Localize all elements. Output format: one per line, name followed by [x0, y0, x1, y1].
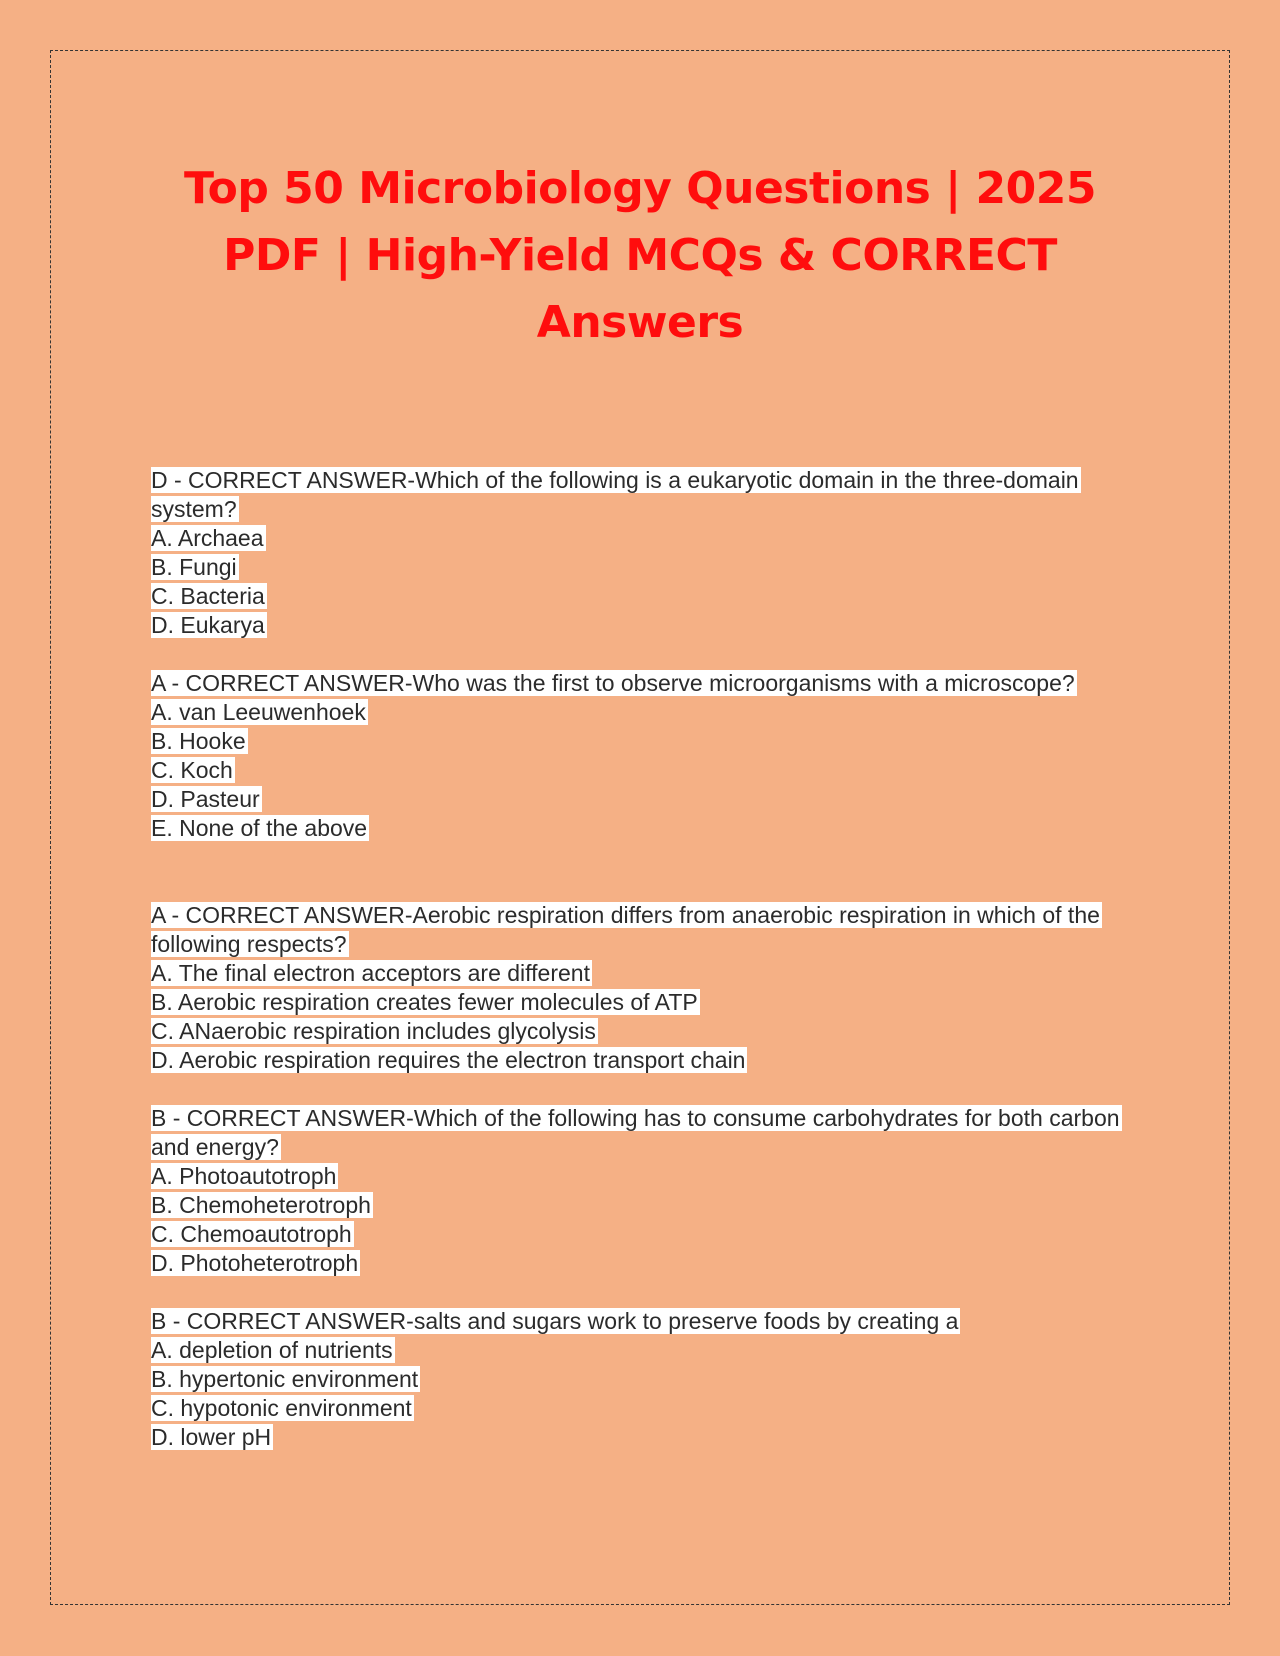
question-block: [151, 1104, 1131, 1278]
answer-option: D. Eukarya: [151, 612, 265, 638]
question-block: [151, 466, 1131, 640]
answer-option: C. Chemoautotroph: [151, 1221, 352, 1247]
question-block: [151, 901, 1131, 1075]
question-stem-text: D - CORRECT ANSWER-Which of the following is a eukaryotic domain in the three-domain system?: [151, 467, 1079, 522]
answer-option: B. Fungi: [151, 554, 237, 580]
question-block: [151, 1307, 1131, 1452]
answer-option: C. Koch: [151, 757, 233, 783]
question-stem: [151, 1307, 1131, 1336]
document-title: Top 50 Microbiology Questions | 2025 PDF | High-Yield MCQs & CORRECT Answers: [183, 163, 1097, 348]
answer-option: C. hypotonic environment: [151, 1395, 412, 1421]
question-stem-text: A - CORRECT ANSWER-Aerobic respiration differs from anaerobic respiration in which of the following respects?: [151, 902, 1100, 957]
question-stem-text: A - CORRECT ANSWER-Who was the first to observe microorganisms with a microscope?: [151, 670, 1075, 696]
question-block: [151, 669, 1131, 843]
answer-option: A. The final electron acceptors are different: [151, 960, 590, 986]
question-stem: [151, 669, 1131, 698]
answer-option: B. Aerobic respiration creates fewer molecules of ATP: [151, 989, 698, 1015]
answer-option: B. Chemoheterotroph: [151, 1192, 371, 1218]
answer-option: C. ANaerobic respiration includes glycolysis: [151, 1018, 596, 1044]
answer-option: D. Pasteur: [151, 786, 260, 812]
answer-option: A. Archaea: [151, 525, 264, 551]
question-stem: [151, 1104, 1131, 1162]
answer-option: A. van Leeuwenhoek: [151, 699, 366, 725]
answer-option: B. hypertonic environment: [151, 1366, 419, 1392]
question-stem-text: B - CORRECT ANSWER-salts and sugars work to preserve foods by creating a: [151, 1308, 959, 1334]
question-stem-text: B - CORRECT ANSWER-Which of the following has to consume carbohydrates for both carbon and energy?: [151, 1105, 1120, 1160]
answer-option: D. Aerobic respiration requires the electron transport chain: [151, 1047, 746, 1073]
answer-option: A. depletion of nutrients: [151, 1337, 393, 1363]
answer-option: C. Bacteria: [151, 583, 265, 609]
answer-option: A. Photoautotroph: [151, 1163, 337, 1189]
question-stem: [151, 901, 1131, 959]
answer-option: D. lower pH: [151, 1424, 272, 1450]
answer-option: B. Hooke: [151, 728, 246, 754]
answer-option: E. None of the above: [151, 815, 368, 841]
question-list: [151, 466, 1131, 1481]
question-stem: [151, 466, 1131, 524]
answer-option: D. Photoheterotroph: [151, 1250, 359, 1276]
